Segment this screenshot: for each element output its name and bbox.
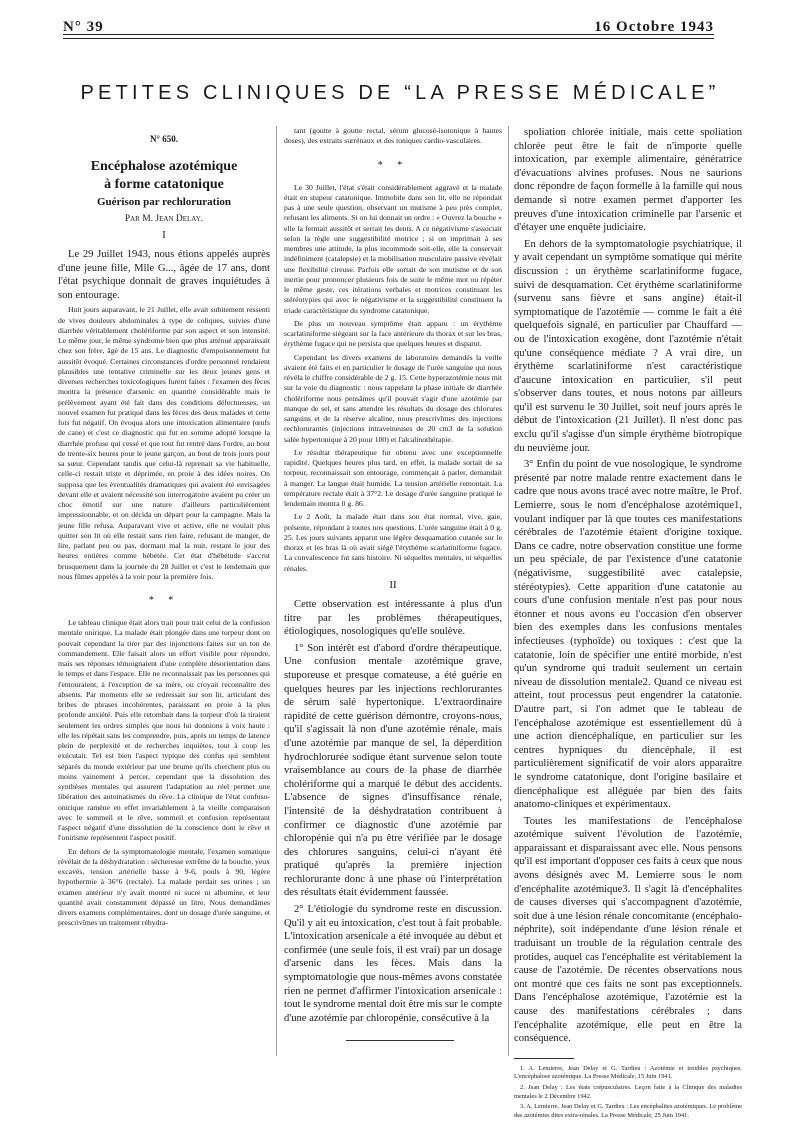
section-heading: I: [162, 228, 166, 241]
paragraph: tant (goutte à goutte rectal, sérum glucosé-isotonique à hautes doses), des extraits surrénaux et des toniques cardio-vasculaires.: [284, 126, 502, 146]
footnote-rule: [514, 1058, 574, 1059]
footer-rule: [346, 1040, 454, 1041]
section-separator: * *: [148, 595, 180, 607]
article-title: Encéphalose azotémique: [90, 159, 238, 175]
paragraph: spoliation chlorée initiale, mais cette spoliation chlorée peut être le fait de n'importe quelle intoxication, par exemple alimentaire, génératrice d'évacuations alvines profuses. Nous ne saurions donc répondre de façon formelle à la famille qui nous demande si notre examen permet d'apporter les preuves d'une intoxication criminelle par l'arsenic et d'étayer une enquête judiciaire.: [514, 127, 742, 234]
paragraph: En dehors de la symptomatologie psychiatrique, il y avait cependant un symptôme somatique qui mérite discussion : un érythème scarlatiniforme fugace, suivi de desquamation. Cet érythème scarlatiniforme (survenu sans fièvre et sans angine) était-il symptomatique de l'azotémie — comme le fait a été quelquefois signalé, en particulier par Chauffard — ou de l'intoxication exogène, dont l'azotémie n'était qu'une conséquence médiate ? A vrai dire, un érythème scarlatiniforme n'est caractéristique d'aucune intoxication en particulier, s'il peut s'observer dans toutes, et nous notons par ailleurs qu'il est survenu le 30 Juillet, soit neuf jours après le début de l'intoxication (21 Juillet). Il n'est donc pas exclu qu'il s'agisse d'un simple érythème biotropique du neuvième jour.: [514, 238, 742, 454]
footnote: 2. Jean Delay : Les états crépusculaires. Leçon faite à la Clinique des maladies mentales le 2 Décembre 1942.: [514, 1083, 742, 1100]
paragraph: De plus un nouveau symptôme était apparu : un érythème scarlatiniforme siégeant sur la face antérieure du thorax et sur les bras, érythème fugace qui ne persista que quelques heures et disparut.: [284, 318, 502, 349]
footnote: 3. A. Lemierre, Jean Delay et G. Tardieu : Les encéphalites azotémiques. Le problème des azotémies dites extra-rénales. La Presse Médicale, 25 Juin 1941.: [514, 1103, 742, 1119]
article-subtitle: Guérison par rechloruration: [96, 196, 232, 209]
header-rule: [63, 34, 714, 35]
column-1: [58, 126, 270, 932]
section-separator: * *: [377, 159, 409, 171]
paragraph: Cependant les divers examens de laboratoire demandés la veille avaient été faits et en particulier le dosage de l'urée sanguine qui nous révéla le chiffre considérable de 2 g. 15. Cette hyperazotémie nous mit sur la voie du diagnostic : nous rappelant la phase initiale de diarrhée cholériforme nous pensâmes qu'il pouvait s'agir d'une azotémie par manque de sel, et sans attendre les résultats du dosage des chlorures sanguins et de la réserve alcaline, nous prescrivîmes des injections rechlorurantes (injections intraveineuses de 20 cm3 de la solution salée hypertonique à 20 pour 100) et l'alcalinothérapie.: [284, 352, 502, 444]
paragraph: 3° Enfin du point de vue nosologique, le syndrome présenté par notre malade rentre exactement dans le cadre que nous avons tracé avec notre maître, le Prof. Lemierre, sous le nom d'encéphalose azotémique1, voulant indiquer par là que toutes ces manifestations cérébrales de l'azotémie étaient d'origine toxique. Dans ce cadre, notre observation constitue une forme un peu spéciale, de par l'existence d'une catatonie (négativisme, suggestibilité avec catalepsie, stéréotypies). Cette apparition d'une catatonie au cours d'une confusion mentale n'est pas pour nous étonner et nous avons eu l'occasion d'en observer bien des exemples dans les confusions mentales infectieuses (typhoïde) ou toxiques : c'est que la catatonie, loin de spécifier une entité morbide, n'est qu'un syndrome qui traduit seulement un certain niveau de dissolution mentale2. Quand ce niveau est atteint, tout processus peut engendrer la catatonie. D'autre part, si l'on admet que le tableau de l'encéphalose azotémique est essentiellement dû à une action diencéphalique, en particulier sur les centres hypniques du diencéphale, il est particulièrement significatif de voir alors apparaître le syndrome catatonique, dont l'origine basilaire et diencéphalique est alléguée par bien des faits anatomo-cliniques et expérimentaux.: [514, 459, 742, 811]
header-rule-thin: [63, 38, 714, 39]
paragraph: Le résultat thérapeutique fut obtenu avec une exceptionnelle rapidité. Quelques heures plus tard, en effet, la malade sortait de sa torpeur, reconnaissait son entourage, commençait à parler, demandait à manger. La langue était humide. La tension artérielle remontait. La température rectale était à 37°2. Le dosage d'urée sanguine pratiqué le lendemain montra 0 g. 86.: [284, 447, 502, 508]
lead-paragraph: Le 29 Juillet 1943, nous étions appelés auprès d'une jeune fille, Mlle G..., âgée de 17 ans, dont l'état psychique donnait de graves inquiétudes à son entourage.: [58, 249, 270, 301]
paragraph: En dehors de la symptomatologie mentale, l'examen somatique révélait de la déshydratation : sécheresse extrême de la bouche, yeux excavés, tension artérielle basse à 9-6, pouls à 90, légère hypothermie à 36°6 (rectale). La malade perdait ses urines ; un examen antérieur n'y avait montré ni sucre ni albumine, et leur quantité avait constamment dépassé un litre. Nous demandâmes divers examens complémentaires, dont un dosage d'urée sanguine, et prescrivîmes un traitement réhydra-: [58, 846, 270, 928]
article-title-line2: à forme catatonique: [104, 177, 224, 193]
footnote: 1. A. Lemierre, Jean Delay et G. Tardieu : Azotémie et troubles psychiques. L'encéphalose azotémique. La Presse Médicale, 15 Juin 1941.: [514, 1064, 742, 1081]
issue-date: 16 Octobre 1943: [594, 18, 714, 35]
column-divider: [276, 126, 277, 1056]
issue-number: N° 39: [63, 18, 104, 35]
paragraph: Le 2 Août, la malade était dans son état normal, vive, gaie, présente, répondant à toutes nos questions. L'urée sanguine était à 0 g. 25. Les jours suivants apparut une légère desquamation cutanée sur le thorax et les bras là où avait siégé l'érythème scarlatiniforme fugace. La convalescence fut sans histoire. Ni séquelles mentales, ni séquelles rénales.: [284, 512, 502, 573]
paragraph: Toutes les manifestations de l'encéphalose azotémique suivent l'évolution de l'azotémie, apparaissant et disparaissant avec elle. Nous pensons qu'il est important d'opposer ces faits à ceux que nous avons désignés avec M. Lemierre sous le nom d'encéphalite azotémique3. Il s'agit là d'encéphalites de causes diverses qui s'accompagnent d'azotémie, soit due à une lésion rénale concomitante (encéphalo-néphrite), soit indépendante d'une lésion rénale et traduisant un trouble de la régulation centrale des protides, auquel cas l'encéphalite est véritablement la cause de l'azotémie. De récentes observations nous ont montré que ces faits ne sont pas exceptionnels. Dans l'encéphalose azotémique, l'azotémie est la cause des manifestations cérébrales ; dans l'encéphalite azotémique, elle peut en être la conséquence.: [514, 815, 742, 1045]
article-author: Par M. Jean Delay.: [124, 213, 204, 224]
article-number: N° 650.: [149, 134, 179, 144]
masthead: PETITES CLINIQUES DE “LA PRESSE MÉDICALE”: [80, 82, 720, 104]
section-heading: II: [389, 578, 397, 591]
paragraph: Cette observation est intéressante à plus d'un titre par les problèmes thérapeutiques, étiologiques, nosologiques qu'elle soulève.: [284, 599, 502, 638]
paragraph: Huit jours auparavant, le 21 Juillet, elle avait subitement ressenti de vives douleurs abdominales à type de coliques, suivies d'une diarrhée véritablement cholériforme par son aspect et son intensité. Le même jour, le même syndrome bien que plus atténué apparaissait chez son frère, âgé de 15 ans. Le diagnostic d'empoisonnement fut aussitôt évoqué. Certaines circonstances d'ordre personnel rendaient plausibles une tentative criminelle sur les deux jeunes gens et diverses recherches toxicologiques furent faites : l'examen des fèces montra la présence d'arsenic en quantité considérable mais le prélèvement ayant été fait dans des conditions défectueuses, un nouvel examen fut pratiqué dans les fèces des deux malades et cette fois fut négatif. On évoqua alors une intoxication alimentaire (œufs de cane) et c'est ce diagnostic qui fut en somme adopté lorsque la diarrhée profuse qui cessé et que tout fut rentré dans l'ordre, au bout de trente-six heures pour le jeune garçon, au bout de trois jours pour sa sœur. Cependant tandis que celui-là reprenait sa vie habituelle, celle-ci restait triste et déprimée, en proie à des idées noires. On supposa que les éventualités dramatiques qui avaient été envisagées devant elle et avaient nécessité son interrogatoire avaient pu créer un choc émotif sur une nature d'ailleurs particulièrement impressionnable, et on décida un départ pour la campagne. Mais la jeune fille refusa. Auparavant vive et active, elle ne voulait plus quitter son lit où elle restait sans rien faire, refusant de manger, de lire, parlant peu ou pas, dormant mal la nuit, restant le jour des heures entières comme hébétée. Cet état d'hébétude s'accrut brusquement dans la journée du 28 Juillet et c'est le lendemain que nous fûmes appelés à la voir pour la première fois.: [58, 305, 270, 581]
column-3: [514, 126, 742, 1122]
column-divider: [508, 126, 509, 1056]
paragraph: Le 30 Juillet, l'état s'était considérablement aggravé et la malade était en stupeur catatonique. Immobile dans son lit, elle ne répondait pas à une seule question, observant un mutisme à peu près complet, refusant les aliments. Si on lui donnait un ordre : « Ouvrez la bouche » elle la fermait aussitôt et serrait les dents. A ce négativisme s'associait selon la règle une suggestibilité motrice ; si on imprimait à ses membres une attitude, la plus incommode soit-elle, elle la conservait indéfiniment (catalepsie) et la mobilisation musculaire passive révélait une flexibilité cireuse. Parfois elle sortait de son mutisme et de son inertie pour prononcer plusieurs fois de suite le même mot ou répéter le même geste, ces itérations verbales et motrices constituant les stéréotypies qui avec le négativisme et la suggestibilité constituent la triade caractéristique du syndrome catatonique.: [284, 182, 502, 315]
column-2: [284, 126, 502, 1028]
paragraph: 1° Son intérêt est d'abord d'ordre thérapeutique. Une confusion mentale azotémique grave, stuporeuse et presque comateuse, a été guérie en quelques heures par les injections rechlorurantes de sérum salé hypertonique. L'extraordinaire rapidité de cette guérison démontre, croyons-nous, qu'il s'agissait là non d'une azotémie rénale, mais d'une azotémie par manque de sel, la déperdition hydrochlorurée sodique étant survenue selon toute vraisemblance au cours de la phase de diarrhée cholériforme qui a marqué le début des accidents. L'absence de signes d'insuffisance rénale, l'intensité de la déshydratation contribuent à confirmer ce diagnostic d'une azotémie par chloropénie qui n'a pu être vérifiée par le dosage des chlorures sanguins, celui-ci n'ayant été pratiqué qu'après la première injection rechlorurante donc à une phase où l'interprétation des résultats était évidemment faussée.: [284, 642, 502, 899]
paragraph: Le tableau clinique était alors trait pour trait celui de la confusion mentale onirique. La malade était plongée dans une torpeur dont on pouvait cependant la tirer par des injonctions faites sur un ton de commandement. Elle faisait alors un effort visible pour répondre, mais ses réponses témoignaient d'une complète désorientation dans le temps et dans l'espace. Elle ne reconnaissait pas les personnes qui l'entouraient, à l'exception de sa mère, ou croyait reconnaître des absents. Par moments elle se redressait sur son lit, articulant des bribes de phrases incohérentes, paraissant en proie à la plus profonde anxiété. Puis elle retombait dans la torpeur d'où la tiraient seulement les ordres simples que nous lui donnions à voix haute : elle les répétait sans les comprendre, puis, après un temps de latence plein de perplexité et de recherches inquiètes, tout à coup les exécutait. Tel est bien l'aspect typique des confus qui semblent séparés du monde extérieur par une brume qu'ils cherchent plus ou moins vainement à percer, cependant que la dissolution des synthèses mentales qui assurent l'adaptation au réel permet une libération des automatismes du rêve. La clinique de l'état confuso-onirique ramène en effet invariablement à la vieille comparaison avec le sommeil et le rêve, sommeil et confusion représentant l'aspect négatif d'une dissolution de la conscience dont le rêve et l'onirisme représentent l'aspect positif.: [58, 618, 270, 843]
paragraph: 2° L'étiologie du syndrome reste en discussion. Qu'il y ait eu intoxication, c'est tout à fait probable. L'intoxication arsenicale a été invoquée au début et confirmée (une seule fois, il est vrai) par un dosage d'arsenic dans les fèces. Mais dans la symptomatologie que nous-mêmes avons constatée rien ne permet d'affirmer l'intoxication arsenicale : tout le syndrome mental doit être mis sur le compte d'une azotémie par chloropénie, consécutive à la: [284, 904, 503, 1024]
